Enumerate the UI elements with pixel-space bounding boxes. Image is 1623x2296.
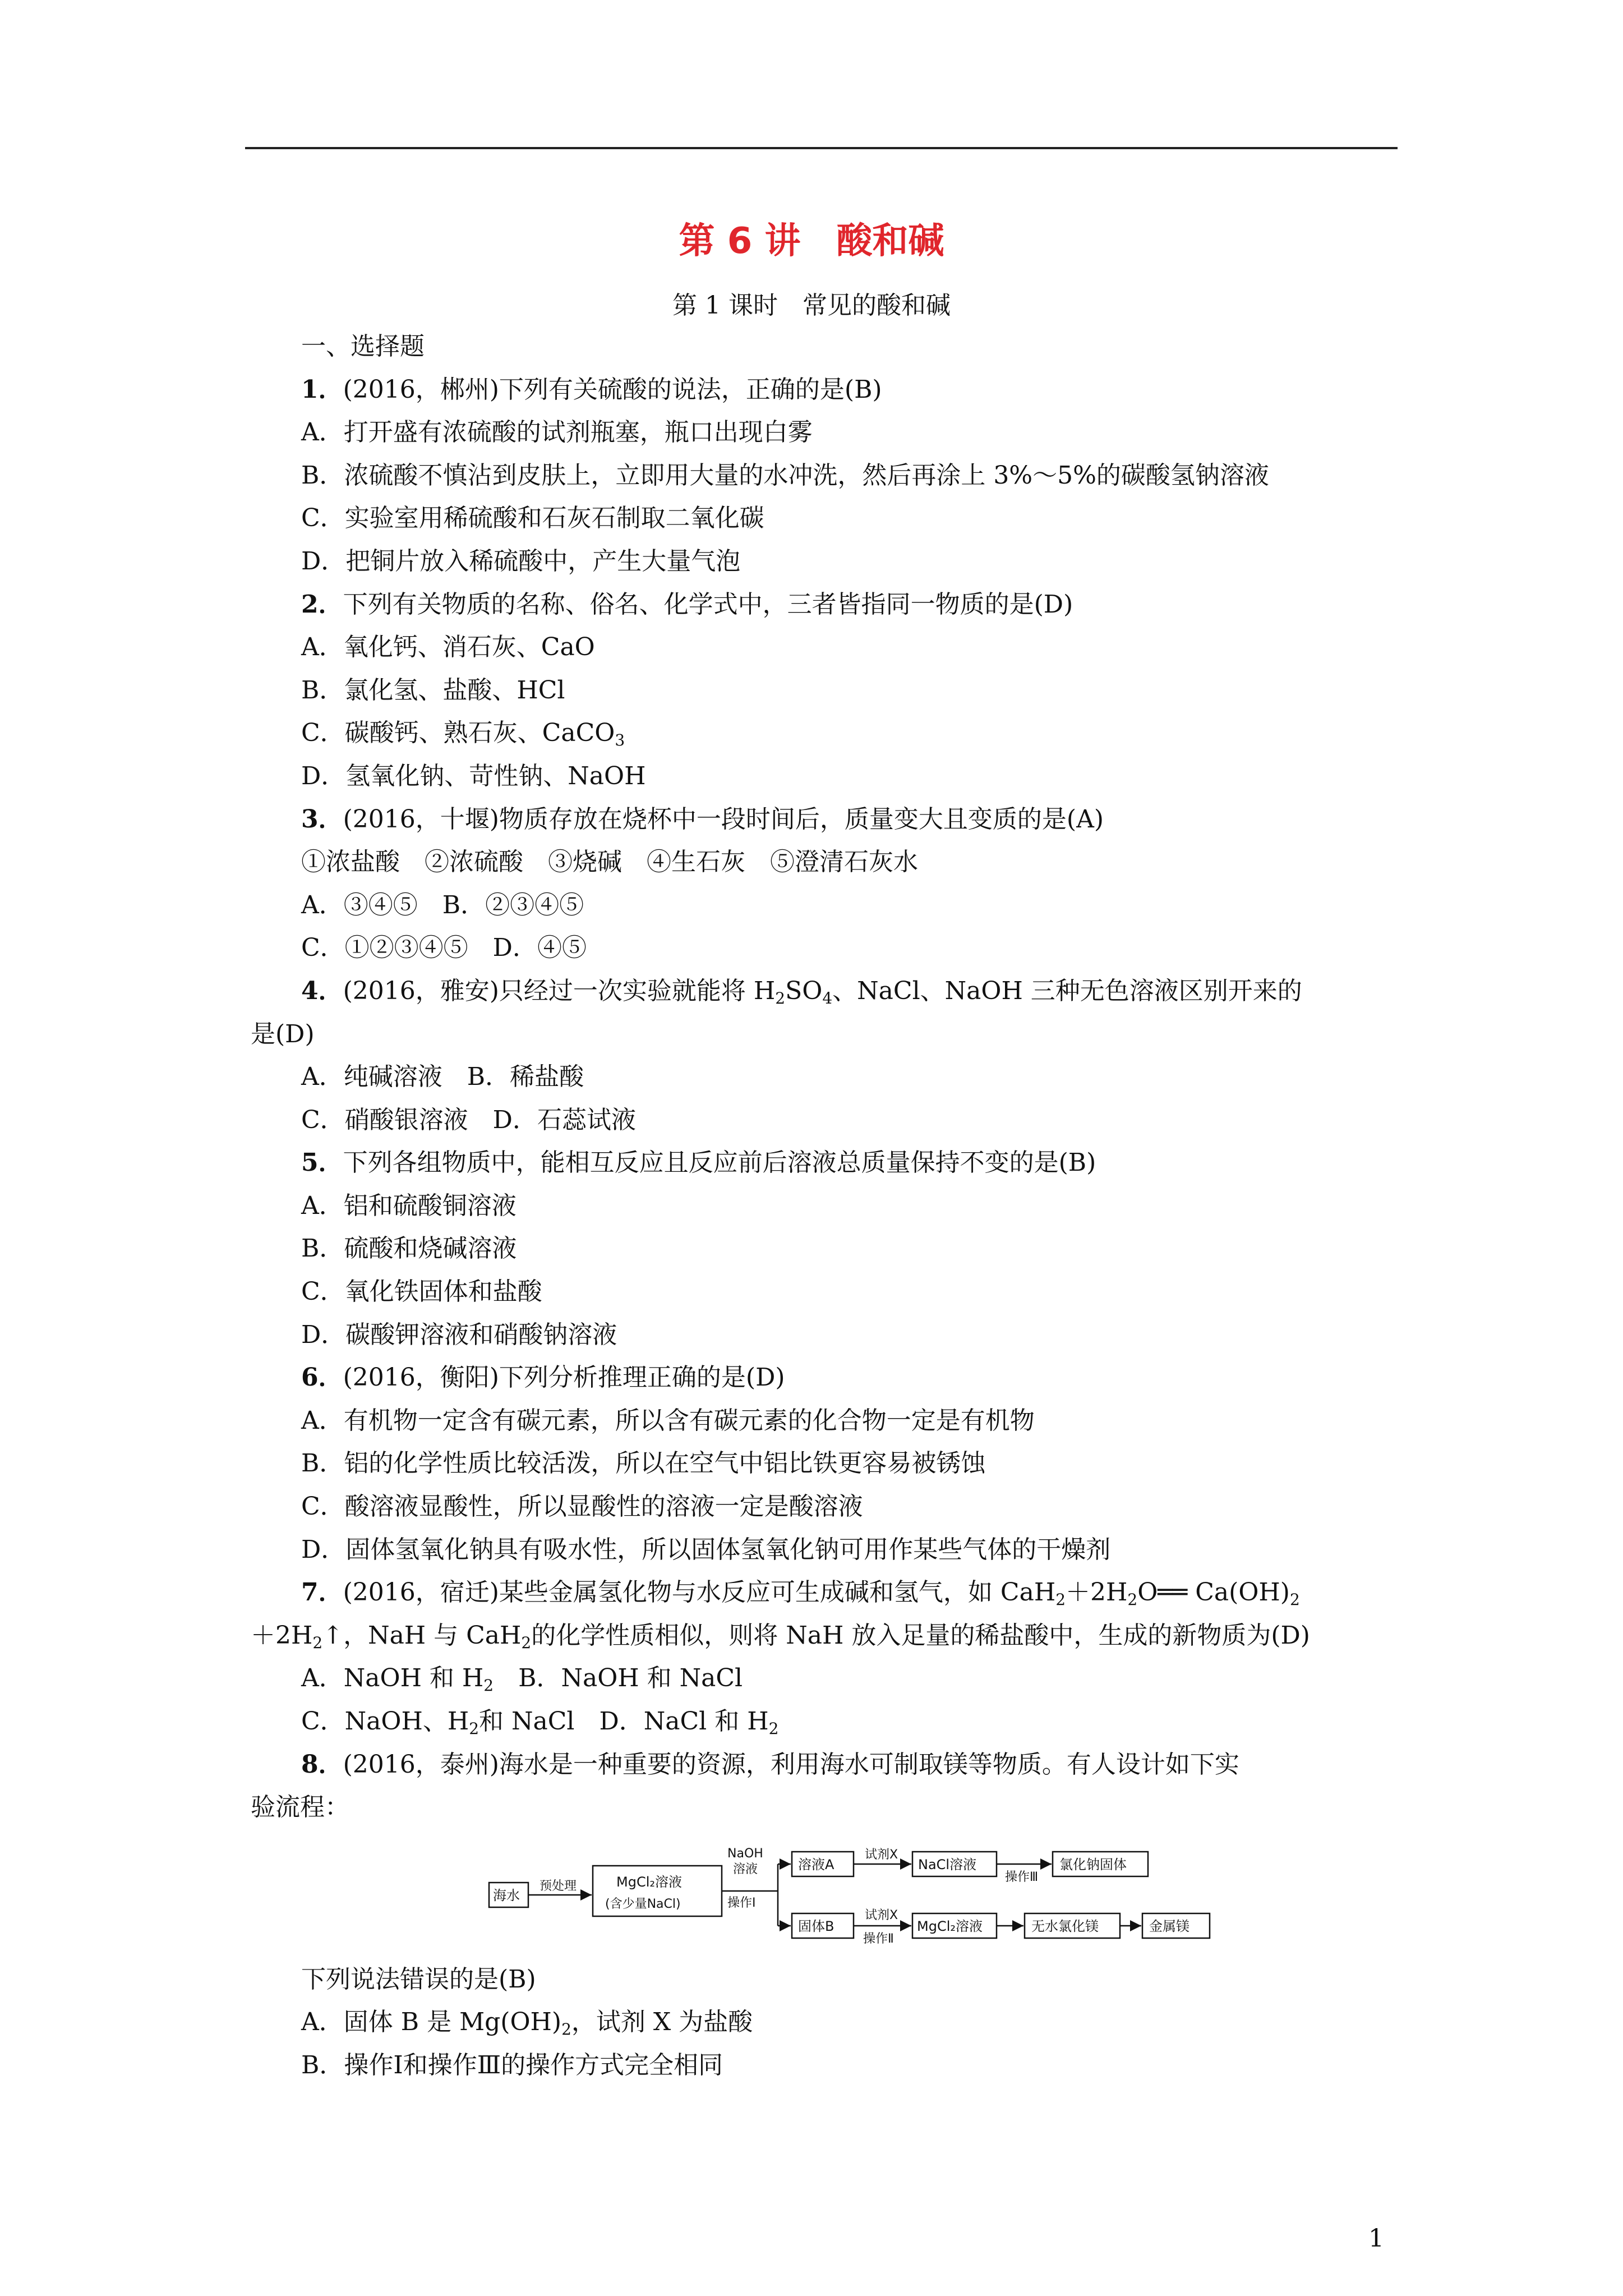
option: C．酸溶液显酸性，所以显酸性的溶液一定是酸溶液 <box>301 1492 863 1521</box>
stem-part: SO <box>785 976 823 1005</box>
question-number: 1． <box>301 375 343 404</box>
option-text: A．固体 B 是 Mg(OH) <box>301 2008 562 2037</box>
option: A．氧化钙、消石灰、CaO <box>301 633 595 662</box>
option: B．浓硫酸不慎沾到皮肤上，立即用大量的水冲洗，然后再涂上 3%～5%的碳酸氢钠溶液 <box>301 461 1269 490</box>
question-stem-cont <box>251 1614 1398 1658</box>
stem-part: ＋2H <box>1066 1578 1128 1607</box>
flow-naoh: NaOH <box>727 1846 763 1861</box>
subscript: 2 <box>469 1719 479 1738</box>
question-stem: (2016，衡阳)下列分析推理正确的是(D) <box>343 1363 785 1392</box>
subscript: 2 <box>521 1633 532 1652</box>
flow-anhydrous: 无水氯化镁 <box>1031 1918 1099 1934</box>
option: D．固体氢氧化钠具有吸水性，所以固体氢氧化钠可用作某些气体的干燥剂 <box>301 1535 1111 1564</box>
option: B．操作Ⅰ和操作Ⅲ的操作方式完全相同 <box>301 2050 723 2079</box>
question-1 <box>251 369 1398 412</box>
option-text: C．NaOH、H <box>301 1707 469 1736</box>
stem-part: 的化学性质相似，则将 NaH 放入足量的稀盐酸中，生成的新物质为(D) <box>531 1621 1310 1650</box>
option-text: 和 NaCl D．NaCl 和 H <box>479 1707 769 1736</box>
option <box>251 2001 1398 2044</box>
flow-pretreat: 预处理 <box>540 1879 577 1893</box>
question-2 <box>251 583 1398 627</box>
subscript: 2 <box>1055 1590 1066 1609</box>
section-heading: 一、选择题 <box>301 332 425 361</box>
question-number: 3． <box>301 804 343 834</box>
question-8 <box>251 1743 1398 1787</box>
question-stem: 下列有关物质的名称、俗名、化学式中，三者皆指同一物质的是(D) <box>343 590 1073 619</box>
question-5 <box>251 1142 1398 1185</box>
question-7 <box>251 1571 1398 1614</box>
flow-op2: 操作Ⅱ <box>863 1931 894 1946</box>
option: B．硫酸和烧碱溶液 <box>301 1234 517 1263</box>
header-rule <box>245 147 1398 149</box>
flow-seawater: 海水 <box>493 1887 520 1903</box>
option: B．氯化氢、盐酸、HCl <box>301 675 565 705</box>
subscript: 2 <box>483 1676 494 1695</box>
subscript: 3 <box>615 731 625 750</box>
flow-naoh2: 溶液 <box>733 1862 758 1876</box>
subscript: 2 <box>775 988 786 1007</box>
page-number: 1 <box>1368 2224 1384 2253</box>
question-stem-cont: 验流程： <box>251 1793 349 1822</box>
option-text: ，试剂 X 为盐酸 <box>571 2008 753 2037</box>
question-number: 7． <box>301 1578 343 1607</box>
flow-mg: 金属镁 <box>1149 1918 1189 1934</box>
option <box>251 712 1398 755</box>
flow-mgcl2b: MgCl₂溶液 <box>917 1918 983 1934</box>
flow-nacl: NaCl溶液 <box>918 1856 977 1872</box>
flow-solA: 溶液A <box>798 1856 834 1872</box>
stem-part: (2016，宿迁)某些金属氢化物与水反应可生成碱和氢气，如 CaH <box>343 1578 1056 1607</box>
question-number: 8． <box>301 1750 343 1779</box>
question-6 <box>251 1356 1398 1400</box>
item-list: ①浓盐酸 ②浓硫酸 ③烧碱 ④生石灰 ⑤澄清石灰水 <box>301 848 918 877</box>
option: B．铝的化学性质比较活泼，所以在空气中铝比铁更容易被锈蚀 <box>301 1449 986 1478</box>
page-subtitle: 第 1 课时 常见的酸和碱 <box>672 291 951 320</box>
option: D．把铜片放入稀硫酸中，产生大量气泡 <box>301 546 741 576</box>
option: A．铝和硫酸铜溶液 <box>301 1191 517 1220</box>
option <box>251 1700 1398 1743</box>
stem-part: ↑，NaH 与 CaH <box>322 1621 522 1650</box>
document-body <box>251 325 1398 2087</box>
flow-op1: 操作Ⅰ <box>727 1895 756 1910</box>
question-stem: 下列各组物质中，能相互反应且反应前后溶液总质量保持不变的是(B) <box>343 1148 1096 1177</box>
question-3 <box>251 798 1398 841</box>
flowchart <box>251 1835 1398 1947</box>
option <box>251 1657 1398 1700</box>
question-4 <box>251 970 1398 1013</box>
subscript: 4 <box>822 988 833 1007</box>
question-8-prompt: 下列说法错误的是(B) <box>301 1964 536 1994</box>
flow-reagentX1: 试剂X <box>865 1847 898 1862</box>
flow-nacl-solid: 氯化钠固体 <box>1059 1856 1127 1872</box>
option-text: A．NaOH 和 H <box>301 1664 484 1693</box>
stem-part: O══ Ca(OH) <box>1137 1578 1290 1607</box>
option-text: B．NaOH 和 NaCl <box>494 1664 743 1693</box>
option: C．氧化铁固体和盐酸 <box>301 1277 542 1306</box>
question-stem: (2016，十堰)物质存放在烧杯中一段时间后，质量变大且变质的是(A) <box>343 804 1104 834</box>
option: A．有机物一定含有碳元素，所以含有碳元素的化合物一定是有机物 <box>301 1406 1035 1435</box>
flow-solidB: 固体B <box>798 1918 834 1934</box>
question-number: 6． <box>301 1363 343 1392</box>
flow-mgcl2-note: (含少量NaCl) <box>605 1897 681 1911</box>
question-number: 5． <box>301 1148 343 1177</box>
stem-part: 、NaCl、NaOH 三种无色溶液区别开来的 <box>832 976 1302 1005</box>
flow-mgcl2: MgCl₂溶液 <box>616 1874 682 1890</box>
question-stem: (2016，郴州)下列有关硫酸的说法，正确的是(B) <box>343 375 882 404</box>
flow-reagentX2: 试剂X <box>865 1908 898 1922</box>
subscript: 2 <box>561 2020 571 2039</box>
question-number: 2． <box>301 590 343 619</box>
subscript: 2 <box>1127 1590 1138 1609</box>
option: D．碳酸钾溶液和硝酸钠溶液 <box>301 1320 617 1349</box>
option: D．氢氧化钠、苛性钠、NaOH <box>301 761 646 790</box>
subscript: 2 <box>312 1633 323 1652</box>
option: C．硝酸银溶液 D．石蕊试液 <box>301 1105 636 1134</box>
option: C．①②③④⑤ D．④⑤ <box>301 933 587 963</box>
option: A．③④⑤ B．②③④⑤ <box>301 890 584 919</box>
option-text: C．碳酸钙、熟石灰、CaCO <box>301 719 615 748</box>
option: C．实验室用稀硫酸和石灰石制取二氧化碳 <box>301 504 764 533</box>
flow-op3: 操作Ⅲ <box>1005 1870 1039 1884</box>
question-stem-cont: 是(D) <box>251 1019 315 1048</box>
subscript: 2 <box>1289 1590 1300 1609</box>
option: A．打开盛有浓硫酸的试剂瓶塞，瓶口出现白雾 <box>301 418 813 447</box>
question-number: 4． <box>301 976 343 1005</box>
question-stem: (2016，泰州)海水是一种重要的资源，利用海水可制取镁等物质。有人设计如下实 <box>343 1750 1239 1779</box>
stem-part: (2016，雅安)只经过一次实验就能将 H <box>343 976 776 1005</box>
page-title: 第 6 讲 酸和碱 <box>679 220 944 262</box>
subscript: 2 <box>768 1719 779 1738</box>
option: A．纯碱溶液 B．稀盐酸 <box>301 1062 584 1092</box>
stem-part: ＋2H <box>251 1621 313 1650</box>
